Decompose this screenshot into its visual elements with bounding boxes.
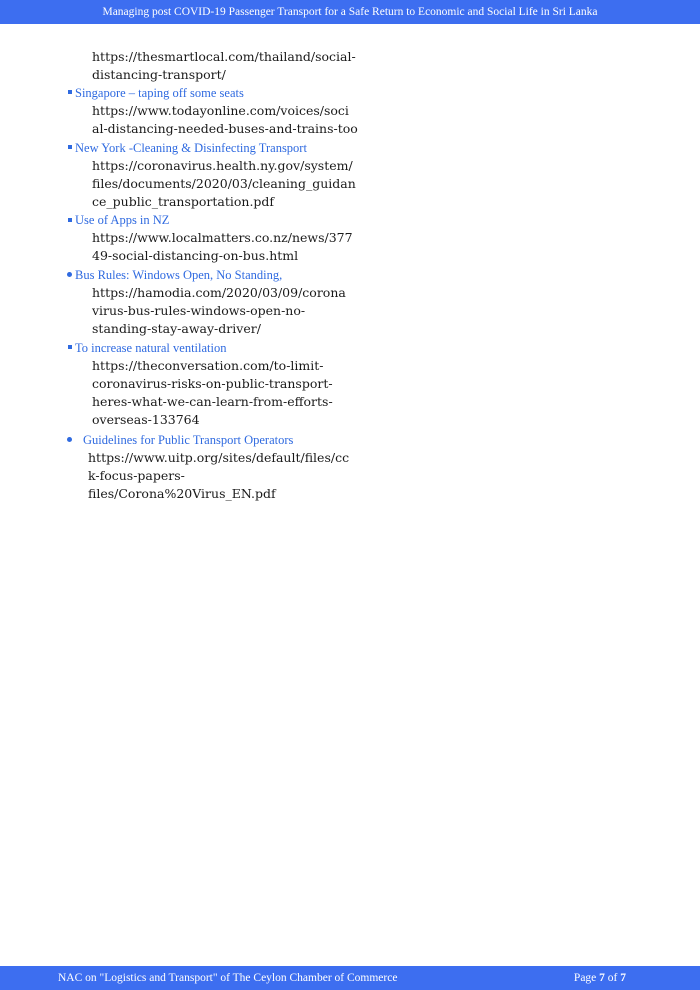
reference-url-line[interactable]: https://theconversation.com/to-limit- — [92, 358, 324, 373]
page-header — [0, 0, 700, 24]
reference-url-line[interactable]: files/documents/2020/03/cleaning_guidan — [92, 176, 356, 191]
continued-url-line-1[interactable]: https://thesmartlocal.com/thailand/social- — [92, 49, 356, 64]
reference-url-line[interactable]: https://www.todayonline.com/voices/soci — [92, 103, 349, 118]
page-number — [574, 966, 626, 990]
reference-url-line[interactable]: standing-stay-away-driver/ — [92, 321, 261, 336]
reference-url-line[interactable]: https://www.uitp.org/sites/default/files/cc — [88, 450, 350, 465]
reference-url-line[interactable]: https://coronavirus.health.ny.gov/system/ — [92, 158, 353, 173]
bullet-square-icon — [68, 345, 72, 349]
reference-title-singapore[interactable]: Singapore – taping off some seats — [75, 86, 244, 100]
reference-url-line[interactable]: 49-social-distancing-on-bus.html — [92, 248, 299, 263]
reference-title-nz-apps[interactable]: Use of Apps in NZ — [75, 213, 170, 227]
reference-url-line[interactable]: ce_public_transportation.pdf — [92, 194, 275, 209]
page-current: 7 — [599, 972, 605, 984]
reference-title-ventilation[interactable]: To increase natural ventilation — [75, 341, 227, 355]
reference-url-line[interactable]: al-distancing-needed-buses-and-trains-too — [92, 121, 358, 136]
reference-url-line[interactable]: coronavirus-risks-on-public-transport- — [92, 376, 333, 391]
reference-url-line[interactable]: files/Corona%20Virus_EN.pdf — [88, 486, 276, 501]
reference-url-line[interactable]: https://hamodia.com/2020/03/09/corona — [92, 285, 346, 300]
bullet-dot-icon — [67, 437, 72, 442]
reference-title-new-york[interactable]: New York -Cleaning & Disinfecting Transport — [75, 141, 307, 155]
header-title: Managing post COVID-19 Passenger Transport for a Safe Return to Economic and Social Life in Sri Lanka — [102, 6, 598, 18]
reference-url-line[interactable]: virus-bus-rules-windows-open-no- — [92, 303, 306, 318]
reference-url-line[interactable]: https://www.localmatters.co.nz/news/377 — [92, 230, 353, 245]
bullet-square-icon — [68, 218, 72, 222]
reference-url-line[interactable]: overseas-133764 — [92, 412, 200, 427]
bullet-square-icon — [68, 90, 72, 94]
page-footer — [0, 966, 700, 990]
bullet-square-icon — [68, 145, 72, 149]
bullet-dot-icon — [67, 272, 72, 277]
reference-url-line[interactable]: heres-what-we-can-learn-from-efforts- — [92, 394, 333, 409]
page-of: of — [607, 972, 618, 984]
footer-organization: NAC on "Logistics and Transport" of The Ceylon Chamber of Commerce — [58, 972, 398, 984]
reference-title-bus-rules[interactable]: Bus Rules: Windows Open, No Standing, — [75, 268, 283, 282]
page-total: 7 — [620, 972, 626, 984]
continued-url-line-2[interactable]: distancing-transport/ — [92, 67, 226, 82]
page-word: Page — [573, 972, 597, 984]
reference-title-guidelines[interactable]: Guidelines for Public Transport Operators — [83, 433, 294, 447]
reference-url-line[interactable]: k-focus-papers- — [88, 468, 185, 483]
